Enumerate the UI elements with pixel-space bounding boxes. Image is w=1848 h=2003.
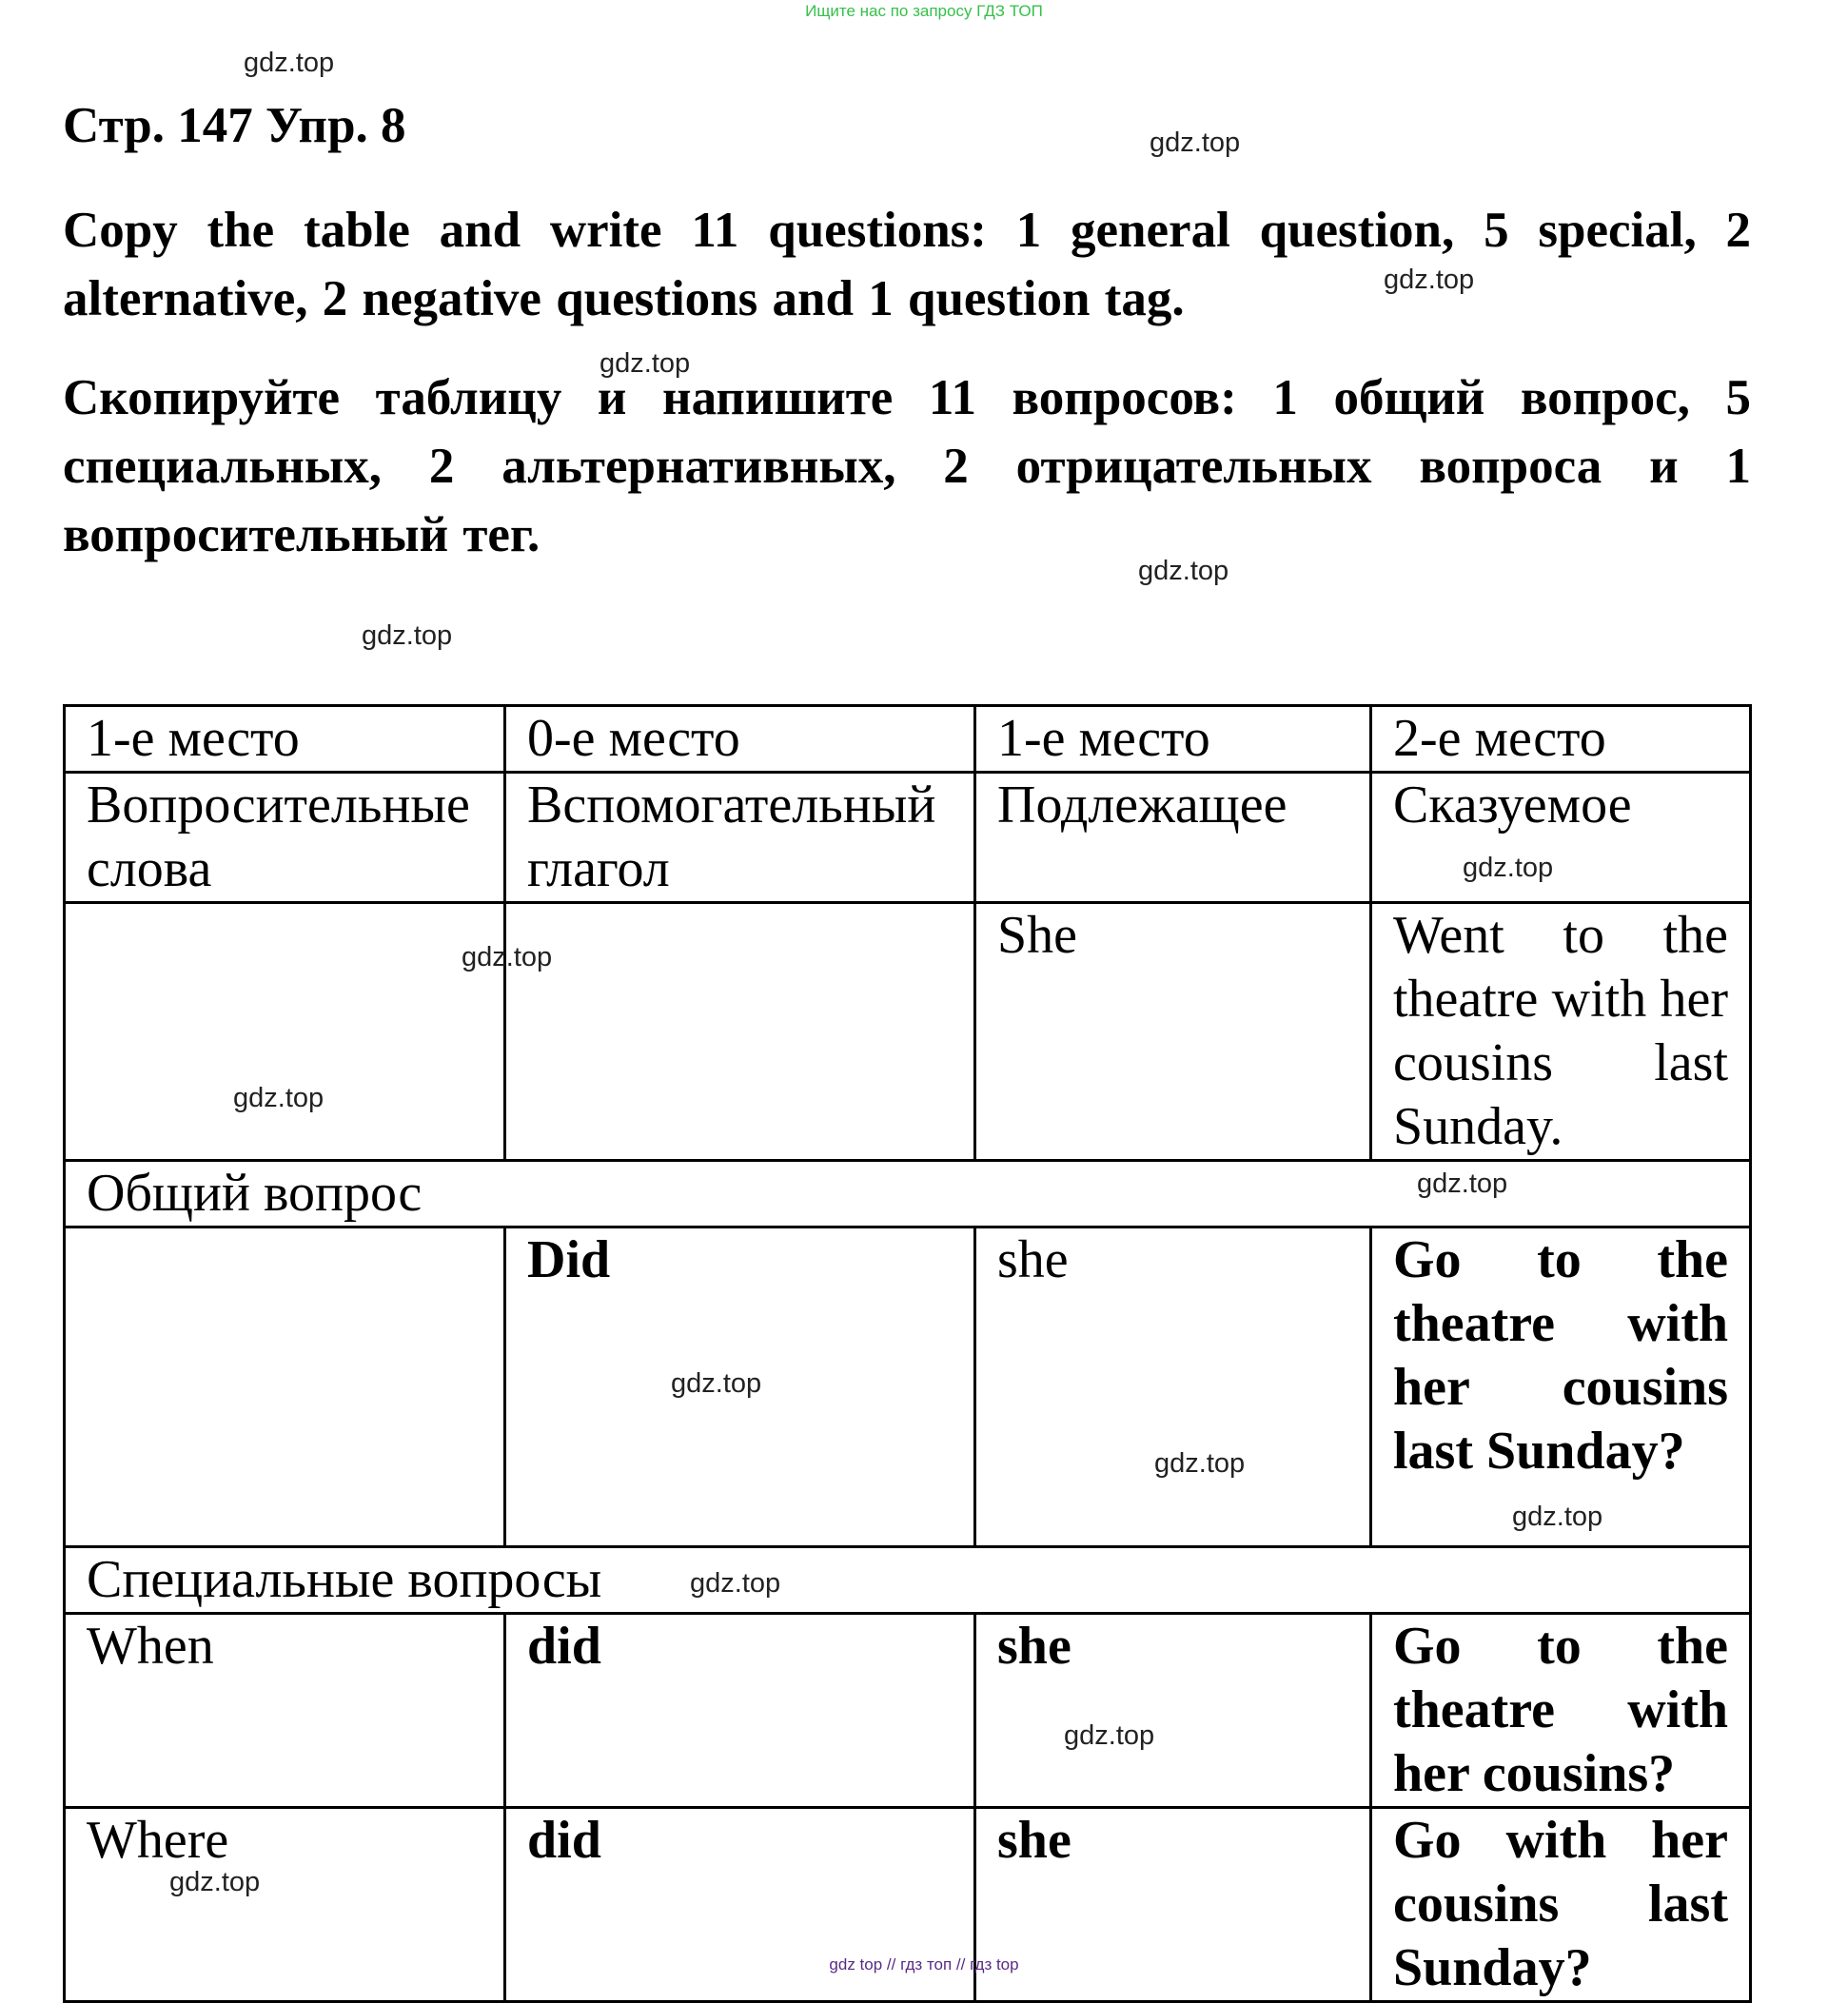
watermark: gdz.top bbox=[1150, 128, 1241, 158]
section-general-question: Общий вопрос bbox=[65, 1161, 1751, 1227]
watermark: gdz.top bbox=[690, 1568, 781, 1599]
position-cell: 2-е место bbox=[1371, 706, 1751, 773]
watermark: gdz.top bbox=[1154, 1448, 1246, 1479]
question-word-cell: Where bbox=[65, 1808, 505, 2002]
column-title-predicate: Сказуемое bbox=[1371, 773, 1751, 903]
watermark: gdz.top bbox=[1417, 1168, 1508, 1199]
table-row bbox=[65, 1547, 1751, 1614]
question-word-cell: When bbox=[65, 1614, 505, 1808]
predicate-cell: Went to the theatre with her cousins last Sunday. bbox=[1371, 903, 1751, 1161]
table-row bbox=[65, 1614, 1751, 1808]
table-row bbox=[65, 1227, 1751, 1547]
position-cell: 1-е место bbox=[65, 706, 505, 773]
subject-cell: She bbox=[975, 903, 1371, 1161]
empty-cell bbox=[505, 903, 975, 1161]
auxiliary-cell: did bbox=[505, 1614, 975, 1808]
watermark: gdz.top bbox=[362, 620, 453, 651]
position-cell: 0-е место bbox=[505, 706, 975, 773]
subject-cell: she bbox=[975, 1808, 1371, 2002]
task-english: Copy the table and write 11 questions: 1 general question, 5 special, 2 alternative, 2 negative questions and 1 question tag. bbox=[63, 203, 1751, 326]
empty-cell bbox=[65, 1227, 505, 1547]
subject-cell: she bbox=[975, 1614, 1371, 1808]
column-title-subject: Подлежащее bbox=[975, 773, 1371, 903]
column-title-question-words: Вопросительные слова bbox=[65, 773, 505, 903]
watermark: gdz.top bbox=[1138, 556, 1229, 586]
watermark: gdz.top bbox=[169, 1867, 261, 1897]
watermark: gdz.top bbox=[233, 1083, 324, 1113]
page-heading: Стр. 147 Упр. 8 bbox=[63, 98, 406, 153]
watermark: gdz.top bbox=[462, 942, 553, 972]
watermark: gdz.top bbox=[1512, 1502, 1603, 1532]
predicate-cell: Go with her cousins last Sunday? bbox=[1371, 1808, 1751, 2002]
watermark: gdz.top bbox=[1463, 853, 1554, 883]
watermark: gdz.top bbox=[244, 48, 335, 78]
watermark: gdz.top bbox=[600, 348, 691, 379]
watermark: gdz.top bbox=[671, 1368, 762, 1399]
word-order-table bbox=[63, 704, 1752, 2003]
task-russian: Скопируйте таблицу и напишите 11 вопросов: 1 общий вопрос, 5 специальных, 2 альтернативных, 2 отрицательных вопроса и 1 вопросительный тег. bbox=[63, 370, 1751, 562]
predicate-cell: Go to the theatre with her cousins last Sunday? bbox=[1371, 1227, 1751, 1547]
table-row bbox=[65, 706, 1751, 773]
position-cell: 1-е место bbox=[975, 706, 1371, 773]
search-banner: Ищите нас по запросу ГДЗ ТОП bbox=[805, 2, 1043, 20]
footer-links: gdz top // гдз топ // гдз top bbox=[829, 1955, 1019, 1974]
watermark: gdz.top bbox=[1384, 265, 1475, 295]
subject-cell: she bbox=[975, 1227, 1371, 1547]
watermark: gdz.top bbox=[1064, 1720, 1155, 1751]
table-row bbox=[65, 903, 1751, 1161]
auxiliary-cell: did bbox=[505, 1808, 975, 2002]
column-title-auxiliary: Вспомогательный глагол bbox=[505, 773, 975, 903]
auxiliary-cell: Did bbox=[505, 1227, 975, 1547]
predicate-cell: Go to the theatre with her cousins? bbox=[1371, 1614, 1751, 1808]
empty-cell bbox=[65, 903, 505, 1161]
section-special-questions: Специальные вопросы bbox=[65, 1547, 1751, 1614]
